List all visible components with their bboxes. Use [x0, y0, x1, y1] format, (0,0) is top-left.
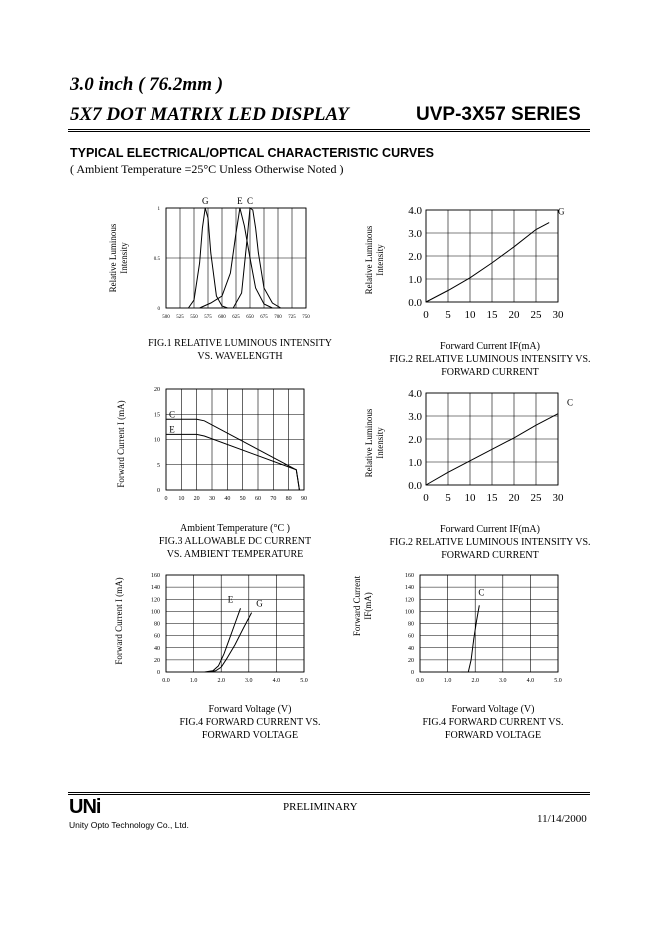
fig2b-caption [370, 523, 610, 562]
fig4b-y-tick-label: 80 [408, 621, 414, 628]
fig1-series-g-label: G [201, 196, 209, 206]
fig4b-axis-title: Forward Voltage (V) [451, 704, 535, 715]
fig1-y-tick-label: 0.5 [153, 257, 160, 262]
fig2a-y-tick-label: 3.0 [408, 228, 422, 240]
fig1-x-tick-label: 700 [274, 315, 282, 320]
fig3-series-c-line [166, 419, 299, 490]
fig2b-y-tick-label: 2.0 [408, 434, 422, 446]
fig4b-x-tick-label: 4.0 [526, 678, 535, 684]
fig4b-y-axis-label [352, 575, 373, 636]
fig4b-y-tick-label: 0 [411, 670, 414, 676]
fig1-y-tick-label: 1 [157, 207, 160, 212]
fig2a-x-tick-label: 0 [423, 309, 429, 321]
fig3-x-tick-label: 0 [164, 496, 168, 502]
fig4a-x-tick-label: 2.0 [217, 678, 225, 684]
fig4a-y-axis-label [114, 577, 124, 664]
size-heading: 3.0 inch ( 76.2mm ) [70, 74, 224, 95]
fig3-x-tick-label: 60 [255, 496, 261, 502]
fig4a-series-g-line [207, 613, 251, 672]
fig3-series-c-label: C [168, 409, 176, 420]
fig1-caption-line2: VS. WAVELENGTH [197, 351, 283, 362]
fig4a-y-tick-label: 20 [154, 657, 160, 664]
fig2b-caption-line1: FIG.2 RELATIVE LUMINOUS INTENSITY VS. [389, 537, 591, 548]
fig4b-x-tick-label: 2.0 [471, 678, 479, 684]
fig2a-y-axis-label-line: Relative Luminous [364, 225, 374, 295]
fig4a-x-tick-label: 1.0 [189, 678, 198, 684]
fig3-x-tick-label: 80 [285, 496, 292, 502]
fig3-y-axis-label-line: Forward Current I (mA) [116, 400, 126, 488]
fig4b-series-c-line [461, 605, 479, 672]
fig1-x-tick-label: 500 [162, 315, 170, 320]
fig4b-x-tick-label: 3.0 [499, 678, 507, 684]
fig1-x-tick-label: 725 [288, 315, 296, 320]
fig2b-x-tick-label: 25 [530, 492, 542, 504]
fig2a-x-tick-label: 10 [464, 309, 476, 321]
fig2b-y-tick-label: 1.0 [408, 457, 422, 469]
fig1-x-tick-label: 750 [302, 315, 310, 320]
fig2b-x-tick-label: 0 [423, 492, 429, 504]
fig1-y-axis-label-line: Intensity [119, 242, 129, 274]
fig2a-chart [360, 200, 580, 328]
fig4b-y-tick-label: 140 [405, 585, 414, 592]
fig3-y-tick-label: 15 [154, 412, 160, 419]
fig2b-chart [360, 383, 580, 511]
fig2a-axis-title: Forward Current IF(mA) [440, 341, 540, 352]
fig2b-y-tick-label: 4.0 [408, 388, 422, 400]
fig2b-y-axis-label [364, 408, 385, 477]
fig4a-caption-line1: FIG.4 FORWARD CURRENT VS. [179, 717, 321, 728]
fig4b-y-tick-label: 40 [408, 645, 414, 652]
fig3-x-tick-label: 90 [301, 496, 307, 502]
fig2b-y-axis-label-line: Intensity [375, 427, 385, 459]
fig4b-y-tick-label: 60 [408, 633, 414, 640]
fig2a-series-g-label: G [557, 206, 565, 217]
fig4a-chart [110, 566, 325, 694]
fig1-y-axis-label-line: Relative Luminous [108, 223, 118, 293]
fig2a-y-tick-label: 2.0 [408, 251, 422, 263]
fig3-chart [110, 382, 325, 512]
fig1-caption [130, 337, 350, 363]
fig2a-y-tick-label: 4.0 [408, 205, 422, 217]
fig3-x-tick-label: 40 [224, 496, 231, 502]
fig3-x-tick-label: 20 [193, 496, 200, 502]
fig2b-series-c-label: C [566, 397, 574, 408]
fig4b-caption [393, 703, 593, 742]
fig2a-caption-line1: FIG.2 RELATIVE LUMINOUS INTENSITY VS. [389, 354, 591, 365]
fig4a-y-tick-label: 100 [151, 609, 160, 616]
document-date: 11/14/2000 [537, 813, 587, 825]
fig2b-y-tick-label: 0.0 [408, 480, 422, 492]
fig1-x-tick-label: 625 [232, 315, 240, 320]
company-name: Unity Opto Technology Co., Ltd. [69, 820, 189, 830]
fig1-y-tick-label: 0 [157, 307, 160, 312]
fig3-caption-line2: VS. AMBIENT TEMPERATURE [166, 549, 304, 560]
fig2a-x-tick-label: 30 [552, 309, 564, 321]
fig1-caption-line1: FIG.1 RELATIVE LUMINOUS INTENSITY [148, 338, 332, 349]
fig4b-x-tick-label: 1.0 [443, 678, 452, 684]
fig1-chart [100, 190, 340, 325]
fig2b-x-tick-label: 10 [464, 492, 476, 504]
fig1-x-tick-label: 650 [246, 315, 254, 320]
fig1-x-tick-label: 575 [204, 315, 212, 320]
fig1-series-c-label: C [246, 196, 254, 206]
fig4a-y-tick-label: 140 [151, 585, 160, 592]
fig3-caption-line1: FIG.3 ALLOWABLE DC CURRENT [158, 536, 312, 547]
fig2a-x-tick-label: 15 [486, 309, 498, 321]
fig2b-x-tick-label: 20 [508, 492, 520, 504]
fig4a-x-tick-label: 4.0 [272, 678, 281, 684]
fig2a-x-tick-label: 20 [508, 309, 520, 321]
fig4a-y-tick-label: 0 [157, 670, 160, 676]
fig2a-y-axis-label [364, 225, 385, 294]
fig3-caption [130, 522, 340, 561]
fig4a-series-e-line [205, 608, 241, 672]
fig4a-series-e-label: E [227, 594, 234, 605]
fig2b-caption-line2: FORWARD CURRENT [441, 550, 539, 561]
fig2a-y-axis-label-line: Intensity [375, 244, 385, 276]
fig3-x-tick-label: 70 [270, 496, 277, 502]
fig3-y-tick-label: 10 [154, 437, 160, 444]
fig4b-x-tick-label: 5.0 [554, 678, 562, 684]
fig2b-y-tick-label: 3.0 [408, 411, 422, 423]
fig3-axis-title: Ambient Temperature (°C ) [179, 523, 291, 534]
fig4b-y-axis-label-line: IF(mA) [363, 592, 373, 620]
fig4b-series-c-label: C [478, 587, 485, 598]
company-logo: UNi [69, 796, 101, 818]
fig4a-y-axis-label-line: Forward Current I (mA) [114, 577, 124, 665]
fig4b-y-tick-label: 100 [405, 609, 414, 616]
fig4b-y-tick-label: 120 [405, 597, 414, 604]
fig4a-y-tick-label: 120 [151, 597, 160, 604]
fig4a-x-tick-label: 3.0 [245, 678, 253, 684]
fig2b-x-tick-label: 30 [552, 492, 564, 504]
series-heading: UVP-3X57 SERIES [416, 104, 581, 125]
footer-rule-2 [68, 794, 590, 795]
section-title: TYPICAL ELECTRICAL/OPTICAL CHARACTERISTIC CURVES [70, 146, 434, 160]
fig4b-chart [350, 566, 575, 694]
fig4a-y-tick-label: 40 [154, 645, 160, 652]
fig2a-y-tick-label: 0.0 [408, 297, 422, 309]
section-subtitle: ( Ambient Temperature =25°C Unless Otherwise Noted ) [70, 162, 344, 176]
fig4b-y-axis-label-line: Forward Current [352, 575, 362, 637]
fig1-x-tick-label: 600 [218, 315, 226, 320]
footer-rule [68, 792, 590, 793]
fig4a-x-tick-label: 5.0 [300, 678, 308, 684]
fig2a-x-tick-label: 5 [445, 309, 451, 321]
fig2a-caption [370, 340, 610, 379]
fig4b-caption-line2: FORWARD VOLTAGE [444, 730, 542, 741]
fig3-y-tick-label: 0 [157, 488, 160, 494]
header-rule-2 [68, 131, 590, 132]
fig4a-series-g-label: G [256, 598, 263, 609]
fig2a-caption-line2: FORWARD CURRENT [441, 367, 539, 378]
fig4a-y-tick-label: 160 [151, 573, 160, 579]
fig2a-series-g-line [426, 223, 549, 302]
fig4b-y-tick-label: 20 [408, 657, 414, 664]
fig1-y-axis-label [108, 223, 129, 292]
fig3-series-e-label: E [169, 424, 175, 435]
header-rule [68, 129, 590, 130]
fig3-y-tick-label: 20 [154, 387, 160, 393]
fig2b-y-axis-label-line: Relative Luminous [364, 408, 374, 478]
fig4b-caption-line1: FIG.4 FORWARD CURRENT VS. [422, 717, 564, 728]
fig3-x-tick-label: 50 [239, 496, 246, 502]
fig4a-caption-line2: FORWARD VOLTAGE [201, 730, 299, 741]
product-heading: 5X7 DOT MATRIX LED DISPLAY [70, 104, 349, 125]
preliminary-label: PRELIMINARY [283, 801, 358, 813]
fig4b-y-tick-label: 160 [405, 573, 414, 579]
fig4b-x-tick-label: 0.0 [416, 678, 424, 684]
fig2b-x-tick-label: 15 [486, 492, 498, 504]
fig2a-y-tick-label: 1.0 [408, 274, 422, 286]
fig3-y-axis-label [116, 400, 126, 487]
fig4a-x-tick-label: 0.0 [162, 678, 170, 684]
fig2b-axis-title: Forward Current IF(mA) [440, 524, 540, 535]
fig1-x-tick-label: 525 [176, 315, 184, 320]
fig4a-caption [150, 703, 350, 742]
fig1-series-e-label: E [237, 196, 243, 206]
fig3-series-e-line [166, 434, 299, 490]
fig1-x-tick-label: 550 [190, 315, 198, 320]
fig3-y-tick-label: 5 [157, 462, 160, 469]
fig4a-axis-title: Forward Voltage (V) [208, 704, 292, 715]
fig3-x-tick-label: 30 [209, 496, 215, 502]
fig2b-x-tick-label: 5 [445, 492, 451, 504]
fig1-x-tick-label: 675 [260, 315, 268, 320]
fig2a-x-tick-label: 25 [530, 309, 542, 321]
fig4a-y-tick-label: 80 [154, 621, 160, 628]
fig3-x-tick-label: 10 [178, 496, 185, 502]
fig4a-y-tick-label: 60 [154, 633, 160, 640]
